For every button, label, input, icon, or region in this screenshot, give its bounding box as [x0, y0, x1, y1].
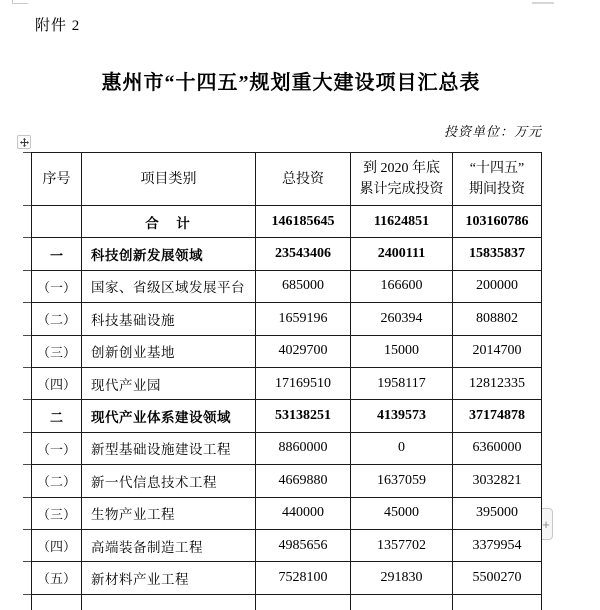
- row-boundary-tick: [23, 399, 31, 400]
- move-icon: [20, 138, 29, 147]
- row-boundary-tick: [23, 205, 31, 206]
- cell-total-investment: [256, 594, 351, 610]
- header-by-2020: 到 2020 年底 累计完成投资: [351, 153, 453, 206]
- projects-table-wrap: [31, 152, 542, 610]
- cell-category: 新一代信息技术工程: [82, 465, 256, 497]
- cell-serial: （二）: [32, 465, 82, 497]
- cell-serial: （四）: [32, 367, 82, 399]
- header-period-investment: “十四五” 期间投资: [453, 153, 542, 206]
- header-no: 序号: [32, 153, 82, 206]
- table-row: [32, 303, 542, 335]
- row-boundary-tick: [23, 270, 31, 271]
- table-row: [32, 238, 542, 270]
- table-row-partial: [32, 594, 542, 610]
- cell-serial: [32, 594, 82, 610]
- cell-period-investment: 37174878: [453, 400, 542, 432]
- row-boundary-tick: [23, 432, 31, 433]
- projects-table: [31, 152, 542, 610]
- cell-total-investment: 17169510: [256, 367, 351, 399]
- row-boundary-tick: [23, 464, 31, 465]
- cell-category: 生物产业工程: [82, 497, 256, 529]
- cell-by-2020-investment: 1357702: [351, 529, 453, 561]
- cell-period-investment: 3379954: [453, 529, 542, 561]
- cell-by-2020-investment: [351, 594, 453, 610]
- table-row: [32, 335, 542, 367]
- page-corner-mark: [12, 0, 13, 4]
- cell-total-investment: 23543406: [256, 238, 351, 270]
- cell-serial: （一）: [32, 270, 82, 302]
- cell-category: 科技基础设施: [82, 303, 256, 335]
- cell-period-investment: 395000: [453, 497, 542, 529]
- cell-period-investment: 15835837: [453, 238, 542, 270]
- cell-total-investment: 440000: [256, 497, 351, 529]
- cell-period-investment: 3032821: [453, 465, 542, 497]
- cell-by-2020-investment: 4139573: [351, 400, 453, 432]
- cell-period-investment: 200000: [453, 270, 542, 302]
- cell-category: 现代产业园: [82, 367, 256, 399]
- cell-by-2020-investment: 15000: [351, 335, 453, 367]
- cell-serial: （三）: [32, 335, 82, 367]
- cell-total-investment: 4669880: [256, 465, 351, 497]
- cell-by-2020-investment: 45000: [351, 497, 453, 529]
- cell-total-investment: 1659196: [256, 303, 351, 335]
- cell-serial: （四）: [32, 529, 82, 561]
- cell-by-2020-investment: 2400111: [351, 238, 453, 270]
- table-body: [32, 206, 542, 610]
- cell-by-2020-investment: 1958117: [351, 367, 453, 399]
- cell-category: 新材料产业工程: [82, 562, 256, 594]
- cell-serial: （三）: [32, 497, 82, 529]
- row-boundary-tick: [23, 529, 31, 530]
- table-row: [32, 562, 542, 594]
- row-boundary-tick: [23, 237, 31, 238]
- cell-by-2020-investment: 291830: [351, 562, 453, 594]
- table-row: [32, 367, 542, 399]
- cell-by-2020-investment: 11624851: [351, 206, 453, 238]
- cell-category: 国家、省级区域发展平台: [82, 270, 256, 302]
- page-corner-mark: [12, 3, 28, 4]
- row-boundary-tick: [23, 367, 31, 368]
- cell-category: 创新创业基地: [82, 335, 256, 367]
- cell-serial: （五）: [32, 562, 82, 594]
- page-title: 惠州市“十四五”规划重大建设项目汇总表: [101, 72, 481, 94]
- cell-category: 合 计: [82, 206, 256, 238]
- table-row: [32, 497, 542, 529]
- unit-note: 投资单位：万元: [443, 124, 542, 139]
- cell-period-investment: 5500270: [453, 562, 542, 594]
- table-move-handle[interactable]: [17, 135, 31, 149]
- cell-serial: 一: [32, 238, 82, 270]
- cell-category: 新型基础设施建设工程: [82, 432, 256, 464]
- cell-by-2020-investment: 0: [351, 432, 453, 464]
- cell-total-investment: 4985656: [256, 529, 351, 561]
- row-boundary-tick: [23, 561, 31, 562]
- cell-period-investment: 103160786: [453, 206, 542, 238]
- cell-serial: （一）: [32, 432, 82, 464]
- table-row: [32, 206, 542, 238]
- row-boundary-tick: [23, 302, 31, 303]
- cell-serial: [32, 206, 82, 238]
- cell-category: [82, 594, 256, 610]
- table-row: [32, 270, 542, 302]
- row-boundary-tick: [23, 335, 31, 336]
- header-category: 项目类别: [82, 153, 256, 206]
- cell-total-investment: 685000: [256, 270, 351, 302]
- cell-category: 科技创新发展领域: [82, 238, 256, 270]
- cell-period-investment: 808802: [453, 303, 542, 335]
- cell-serial: （二）: [32, 303, 82, 335]
- cell-total-investment: 53138251: [256, 400, 351, 432]
- cell-category: 现代产业体系建设领域: [82, 400, 256, 432]
- cell-period-investment: 6360000: [453, 432, 542, 464]
- cell-by-2020-investment: 260394: [351, 303, 453, 335]
- cell-total-investment: 146185645: [256, 206, 351, 238]
- attachment-label: 附件 2: [35, 18, 81, 34]
- cell-total-investment: 7528100: [256, 562, 351, 594]
- cell-period-investment: 2014700: [453, 335, 542, 367]
- cell-category: 高端装备制造工程: [82, 529, 256, 561]
- cell-period-investment: [453, 594, 542, 610]
- table-row: [32, 529, 542, 561]
- cell-by-2020-investment: 1637059: [351, 465, 453, 497]
- table-row: [32, 465, 542, 497]
- cell-by-2020-investment: 166600: [351, 270, 453, 302]
- cell-serial: 二: [32, 400, 82, 432]
- plus-icon: +: [542, 516, 550, 532]
- table-header-row: [32, 153, 542, 206]
- cell-total-investment: 8860000: [256, 432, 351, 464]
- cell-period-investment: 12812335: [453, 367, 542, 399]
- table-row: [32, 400, 542, 432]
- header-total-investment: 总投资: [256, 153, 351, 206]
- row-boundary-tick: [23, 497, 31, 498]
- page-corner-mark: [532, 2, 554, 4]
- row-boundary-tick: [23, 152, 31, 153]
- table-row: [32, 432, 542, 464]
- cell-total-investment: 4029700: [256, 335, 351, 367]
- row-boundary-tick: [23, 594, 31, 595]
